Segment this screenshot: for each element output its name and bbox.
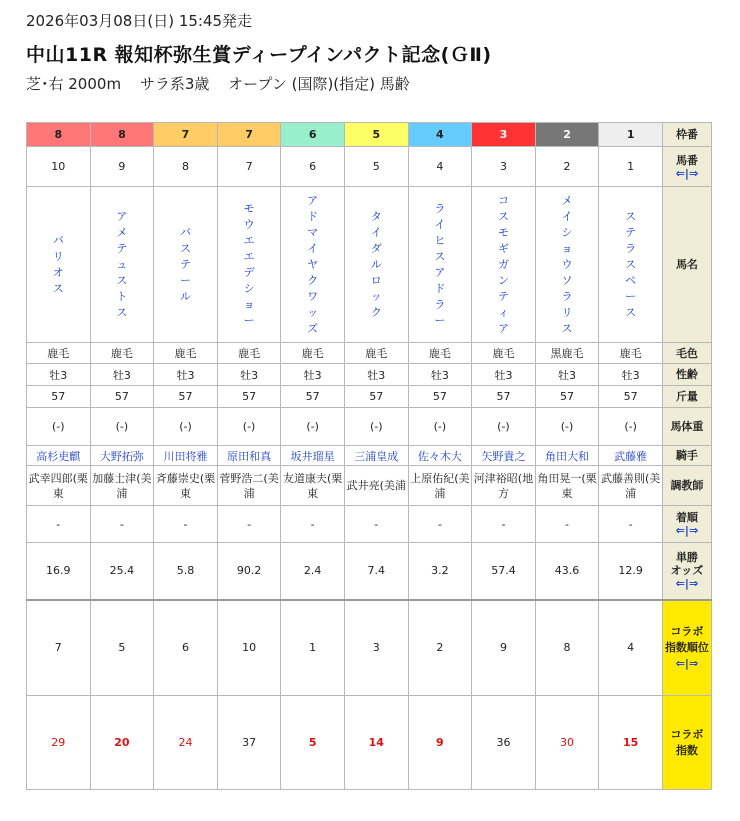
finish-cell: - (535, 506, 599, 543)
waku-cell: 7 (217, 123, 281, 147)
waku-cell: 7 (154, 123, 218, 147)
trainer-name-line2: 東 (52, 486, 64, 500)
coat-cell: 鹿毛 (408, 343, 472, 364)
jockey-link[interactable]: 坂井瑠星 (281, 446, 345, 466)
umaban-cell: 9 (90, 147, 154, 187)
trainer-name-line2: 方 (497, 486, 509, 500)
trainer-cell (281, 466, 345, 506)
label-text: 馬体重 (670, 420, 704, 433)
label-text: 騎手 (675, 449, 698, 462)
row-odds (27, 543, 712, 600)
label-text: 枠番 (675, 128, 698, 141)
odds-cell: 25.4 (90, 543, 154, 600)
umaban-cell: 2 (535, 147, 599, 187)
horse-name-link[interactable]: バステール (179, 225, 191, 303)
row-umaban (27, 147, 712, 187)
umaban-cell: 4 (408, 147, 472, 187)
trainer-name-line1: 菅野浩二(美 (219, 471, 279, 485)
umaban-cell: 7 (217, 147, 281, 187)
finish-cell: - (217, 506, 281, 543)
race-class: サラ系3歳 (139, 75, 210, 93)
label-name (662, 187, 711, 343)
waku-cell: 3 (472, 123, 536, 147)
label-text: 指数 (675, 743, 698, 757)
collabo-index-cell: 9 (408, 696, 472, 790)
label-text: 毛色 (675, 346, 698, 360)
row-waku (27, 123, 712, 147)
weight-cell: 57 (599, 386, 663, 408)
weight-cell: 57 (472, 386, 536, 408)
umaban-cell: 6 (281, 147, 345, 187)
jockey-link[interactable]: 角田大和 (535, 446, 599, 466)
finish-cell: - (27, 506, 91, 543)
collabo-index-cell: 30 (535, 696, 599, 790)
coat-cell: 鹿毛 (217, 343, 281, 364)
sex-age-cell: 牡3 (472, 364, 536, 386)
weight-cell: 57 (90, 386, 154, 408)
collabo-index-cell: 20 (90, 696, 154, 790)
row-finish (27, 506, 712, 543)
collabo-rank-cell: 10 (217, 600, 281, 696)
finish-cell: - (154, 506, 218, 543)
row-jockey (27, 446, 712, 466)
odds-cell: 5.8 (154, 543, 218, 600)
coat-cell: 鹿毛 (281, 343, 345, 364)
race-title: 中山11R 報知杯弥生賞ディープインパクト記念(ＧⅡ) (26, 44, 492, 66)
race-conditions (26, 73, 424, 94)
weight-cell: 57 (154, 386, 218, 408)
umaban-cell: 1 (599, 147, 663, 187)
collabo-rank-cell: 3 (344, 600, 408, 696)
sex-age-cell: 牡3 (535, 364, 599, 386)
trainer-name-line1: 武井亮(美浦 (346, 479, 406, 492)
trainer-cell (599, 466, 663, 506)
odds-cell: 12.9 (599, 543, 663, 600)
row-collabo-rank (27, 600, 712, 696)
collabo-index-cell: 37 (217, 696, 281, 790)
horse-name-link[interactable]: ステラスペース (625, 209, 637, 319)
trainer-name-line1: 加藤士津(美 (92, 471, 152, 485)
trainer-cell (535, 466, 599, 506)
collabo-rank-cell: 5 (90, 600, 154, 696)
horse-name-link[interactable]: モウエエデショー (243, 201, 255, 327)
waku-cell: 8 (27, 123, 91, 147)
label-collabo-index (662, 696, 711, 790)
weight-cell: 57 (27, 386, 91, 408)
row-body-weight (27, 408, 712, 446)
horse-name-cell[interactable] (154, 187, 218, 343)
horse-name-cell[interactable] (408, 187, 472, 343)
trainer-name-line2: 東 (179, 486, 191, 500)
jockey-link[interactable]: 三浦皇成 (344, 446, 408, 466)
label-text: 単勝 (675, 551, 698, 565)
label-text: 馬番 (675, 153, 698, 167)
weight-cell: 57 (217, 386, 281, 408)
sex-age-cell: 牡3 (27, 364, 91, 386)
label-odds (662, 543, 711, 600)
finish-cell: - (281, 506, 345, 543)
odds-cell: 7.4 (344, 543, 408, 600)
trainer-name-line2: 浦 (243, 486, 255, 500)
body-weight-cell: (-) (90, 408, 154, 446)
trainer-name-line1: 武藤善則(美 (600, 471, 661, 485)
trainer-cell (27, 466, 91, 506)
trainer-name-line1: 斉藤崇史(栗 (155, 471, 216, 485)
trainer-name-line2: 浦 (116, 486, 128, 500)
coat-cell: 鹿毛 (344, 343, 408, 364)
horse-name-link[interactable]: ライヒスアドラー (434, 201, 446, 327)
label-jockey (662, 446, 711, 466)
waku-cell: 1 (599, 123, 663, 147)
row-trainer (27, 466, 712, 506)
odds-cell: 57.4 (472, 543, 536, 600)
body-weight-cell: (-) (535, 408, 599, 446)
horse-name-cell[interactable] (535, 187, 599, 343)
trainer-cell (90, 466, 154, 506)
coat-cell: 鹿毛 (599, 343, 663, 364)
trainer-cell (408, 466, 472, 506)
umaban-cell: 8 (154, 147, 218, 187)
coat-cell: 黒鹿毛 (535, 343, 599, 364)
trainer-cell (154, 466, 218, 506)
trainer-name-line1: 友道康夫(栗 (283, 471, 343, 485)
body-weight-cell: (-) (472, 408, 536, 446)
label-coat (662, 343, 711, 364)
horse-name-link[interactable]: バリオス (52, 233, 64, 295)
label-text: 着順 (675, 511, 698, 524)
row-name (27, 187, 712, 343)
trainer-name-line2: 東 (307, 486, 319, 500)
collabo-rank-cell: 1 (281, 600, 345, 696)
sex-age-cell: 牡3 (90, 364, 154, 386)
sex-age-cell: 牡3 (408, 364, 472, 386)
collabo-index-cell: 5 (281, 696, 345, 790)
trainer-name-line1: 角田晃一(栗 (537, 471, 597, 485)
horse-name-cell[interactable] (217, 187, 281, 343)
horse-name-link[interactable]: コスモギガンティア (497, 193, 509, 335)
umaban-cell: 5 (344, 147, 408, 187)
row-coat (27, 343, 712, 364)
sex-age-cell: 牡3 (154, 364, 218, 386)
trainer-cell (217, 466, 281, 506)
jockey-link[interactable]: 原田和真 (217, 446, 281, 466)
finish-cell: - (472, 506, 536, 543)
weight-cell: 57 (344, 386, 408, 408)
odds-cell: 3.2 (408, 543, 472, 600)
sort-arrows-link[interactable]: ⇐|⇒ (675, 524, 699, 537)
odds-cell: 43.6 (535, 543, 599, 600)
body-weight-cell: (-) (344, 408, 408, 446)
horse-name-cell[interactable] (472, 187, 536, 343)
body-weight-cell: (-) (281, 408, 345, 446)
trainer-cell (472, 466, 536, 506)
label-text: コラボ (670, 727, 704, 741)
coat-cell: 鹿毛 (154, 343, 218, 364)
horse-name-link[interactable]: アメテュストス (116, 209, 128, 319)
race-condition: オープン (国際)(指定) 馬齢 (228, 75, 410, 93)
horse-name-cell[interactable] (90, 187, 154, 343)
finish-cell: - (90, 506, 154, 543)
trainer-name-line1: 河津裕昭(地 (473, 471, 534, 485)
coat-cell: 鹿毛 (472, 343, 536, 364)
label-trainer (662, 466, 711, 506)
coat-cell: 鹿毛 (90, 343, 154, 364)
jockey-link[interactable]: 高杉吏麒 (27, 446, 91, 466)
odds-cell: 2.4 (281, 543, 345, 600)
label-weight (662, 386, 711, 408)
label-text: オッズ (670, 564, 704, 578)
race-course: 芝･右 2000m (26, 75, 122, 93)
label-text: 斤量 (675, 390, 698, 403)
odds-cell: 90.2 (217, 543, 281, 600)
collabo-rank-cell: 2 (408, 600, 472, 696)
weight-cell: 57 (408, 386, 472, 408)
row-collabo-index (27, 696, 712, 790)
jockey-link[interactable]: 大野拓弥 (90, 446, 154, 466)
umaban-cell: 10 (27, 147, 91, 187)
race-datetime: 2026年03月08日(日) 15:45発走 (26, 12, 253, 30)
waku-cell: 8 (90, 123, 154, 147)
label-umaban (662, 147, 711, 187)
label-text: コラボ (670, 624, 704, 638)
collabo-index-cell: 24 (154, 696, 218, 790)
collabo-index-cell: 15 (599, 696, 663, 790)
horse-name-link[interactable]: アドマイヤクワッズ (307, 193, 319, 335)
label-text: 指数順位 (664, 640, 709, 654)
horse-name-cell[interactable] (599, 187, 663, 343)
entry-table (26, 122, 712, 790)
sort-arrows-link[interactable]: ⇐|⇒ (675, 166, 699, 180)
sort-arrows-link[interactable]: ⇐|⇒ (675, 656, 699, 670)
horse-name-cell[interactable] (281, 187, 345, 343)
label-body-weight (662, 408, 711, 446)
label-collabo-rank (662, 600, 711, 696)
waku-cell: 6 (281, 123, 345, 147)
collabo-rank-cell: 4 (599, 600, 663, 696)
waku-cell: 4 (408, 123, 472, 147)
label-sex-age (662, 364, 711, 386)
body-weight-cell: (-) (408, 408, 472, 446)
collabo-index-cell: 36 (472, 696, 536, 790)
trainer-name-line1: 武幸四郎(栗 (28, 471, 88, 485)
sex-age-cell: 牡3 (217, 364, 281, 386)
weight-cell: 57 (281, 386, 345, 408)
collabo-rank-cell: 7 (27, 600, 91, 696)
weight-cell: 57 (535, 386, 599, 408)
label-text: 性齢 (675, 368, 698, 381)
horse-name-link[interactable]: メイショウソラリス (561, 193, 573, 335)
jockey-link[interactable]: 矢野貴之 (472, 446, 536, 466)
finish-cell: - (344, 506, 408, 543)
row-sex-age (27, 364, 712, 386)
collabo-rank-cell: 6 (154, 600, 218, 696)
trainer-name-line1: 上原佑紀(美 (410, 471, 470, 485)
label-finish (662, 506, 711, 543)
jockey-link[interactable]: 川田将雅 (154, 446, 218, 466)
horse-name-cell[interactable] (344, 187, 408, 343)
collabo-rank-cell: 8 (535, 600, 599, 696)
odds-cell: 16.9 (27, 543, 91, 600)
label-text: 馬名 (675, 258, 698, 271)
umaban-cell: 3 (472, 147, 536, 187)
body-weight-cell: (-) (154, 408, 218, 446)
jockey-link[interactable]: 佐々木大 (408, 446, 472, 466)
coat-cell: 鹿毛 (27, 343, 91, 364)
horse-name-cell[interactable] (27, 187, 91, 343)
trainer-name-line2: 東 (561, 486, 573, 500)
finish-cell: - (408, 506, 472, 543)
collabo-rank-cell: 9 (472, 600, 536, 696)
sex-age-cell: 牡3 (344, 364, 408, 386)
collabo-index-cell: 14 (344, 696, 408, 790)
row-weight (27, 386, 712, 408)
trainer-cell (344, 466, 408, 506)
label-waku (662, 123, 711, 147)
jockey-link[interactable]: 武藤雅 (599, 446, 663, 466)
body-weight-cell: (-) (27, 408, 91, 446)
collabo-index-cell: 29 (27, 696, 91, 790)
trainer-name-line2: 浦 (434, 486, 446, 500)
finish-cell: - (599, 506, 663, 543)
sex-age-cell: 牡3 (281, 364, 345, 386)
body-weight-cell: (-) (599, 408, 663, 446)
sort-arrows-link[interactable]: ⇐|⇒ (675, 577, 699, 591)
trainer-name-line2: 浦 (625, 486, 637, 500)
waku-cell: 5 (344, 123, 408, 147)
label-text: 調教師 (670, 479, 704, 492)
body-weight-cell: (-) (217, 408, 281, 446)
waku-cell: 2 (535, 123, 599, 147)
horse-name-link[interactable]: タイダルロック (370, 209, 382, 319)
sex-age-cell: 牡3 (599, 364, 663, 386)
